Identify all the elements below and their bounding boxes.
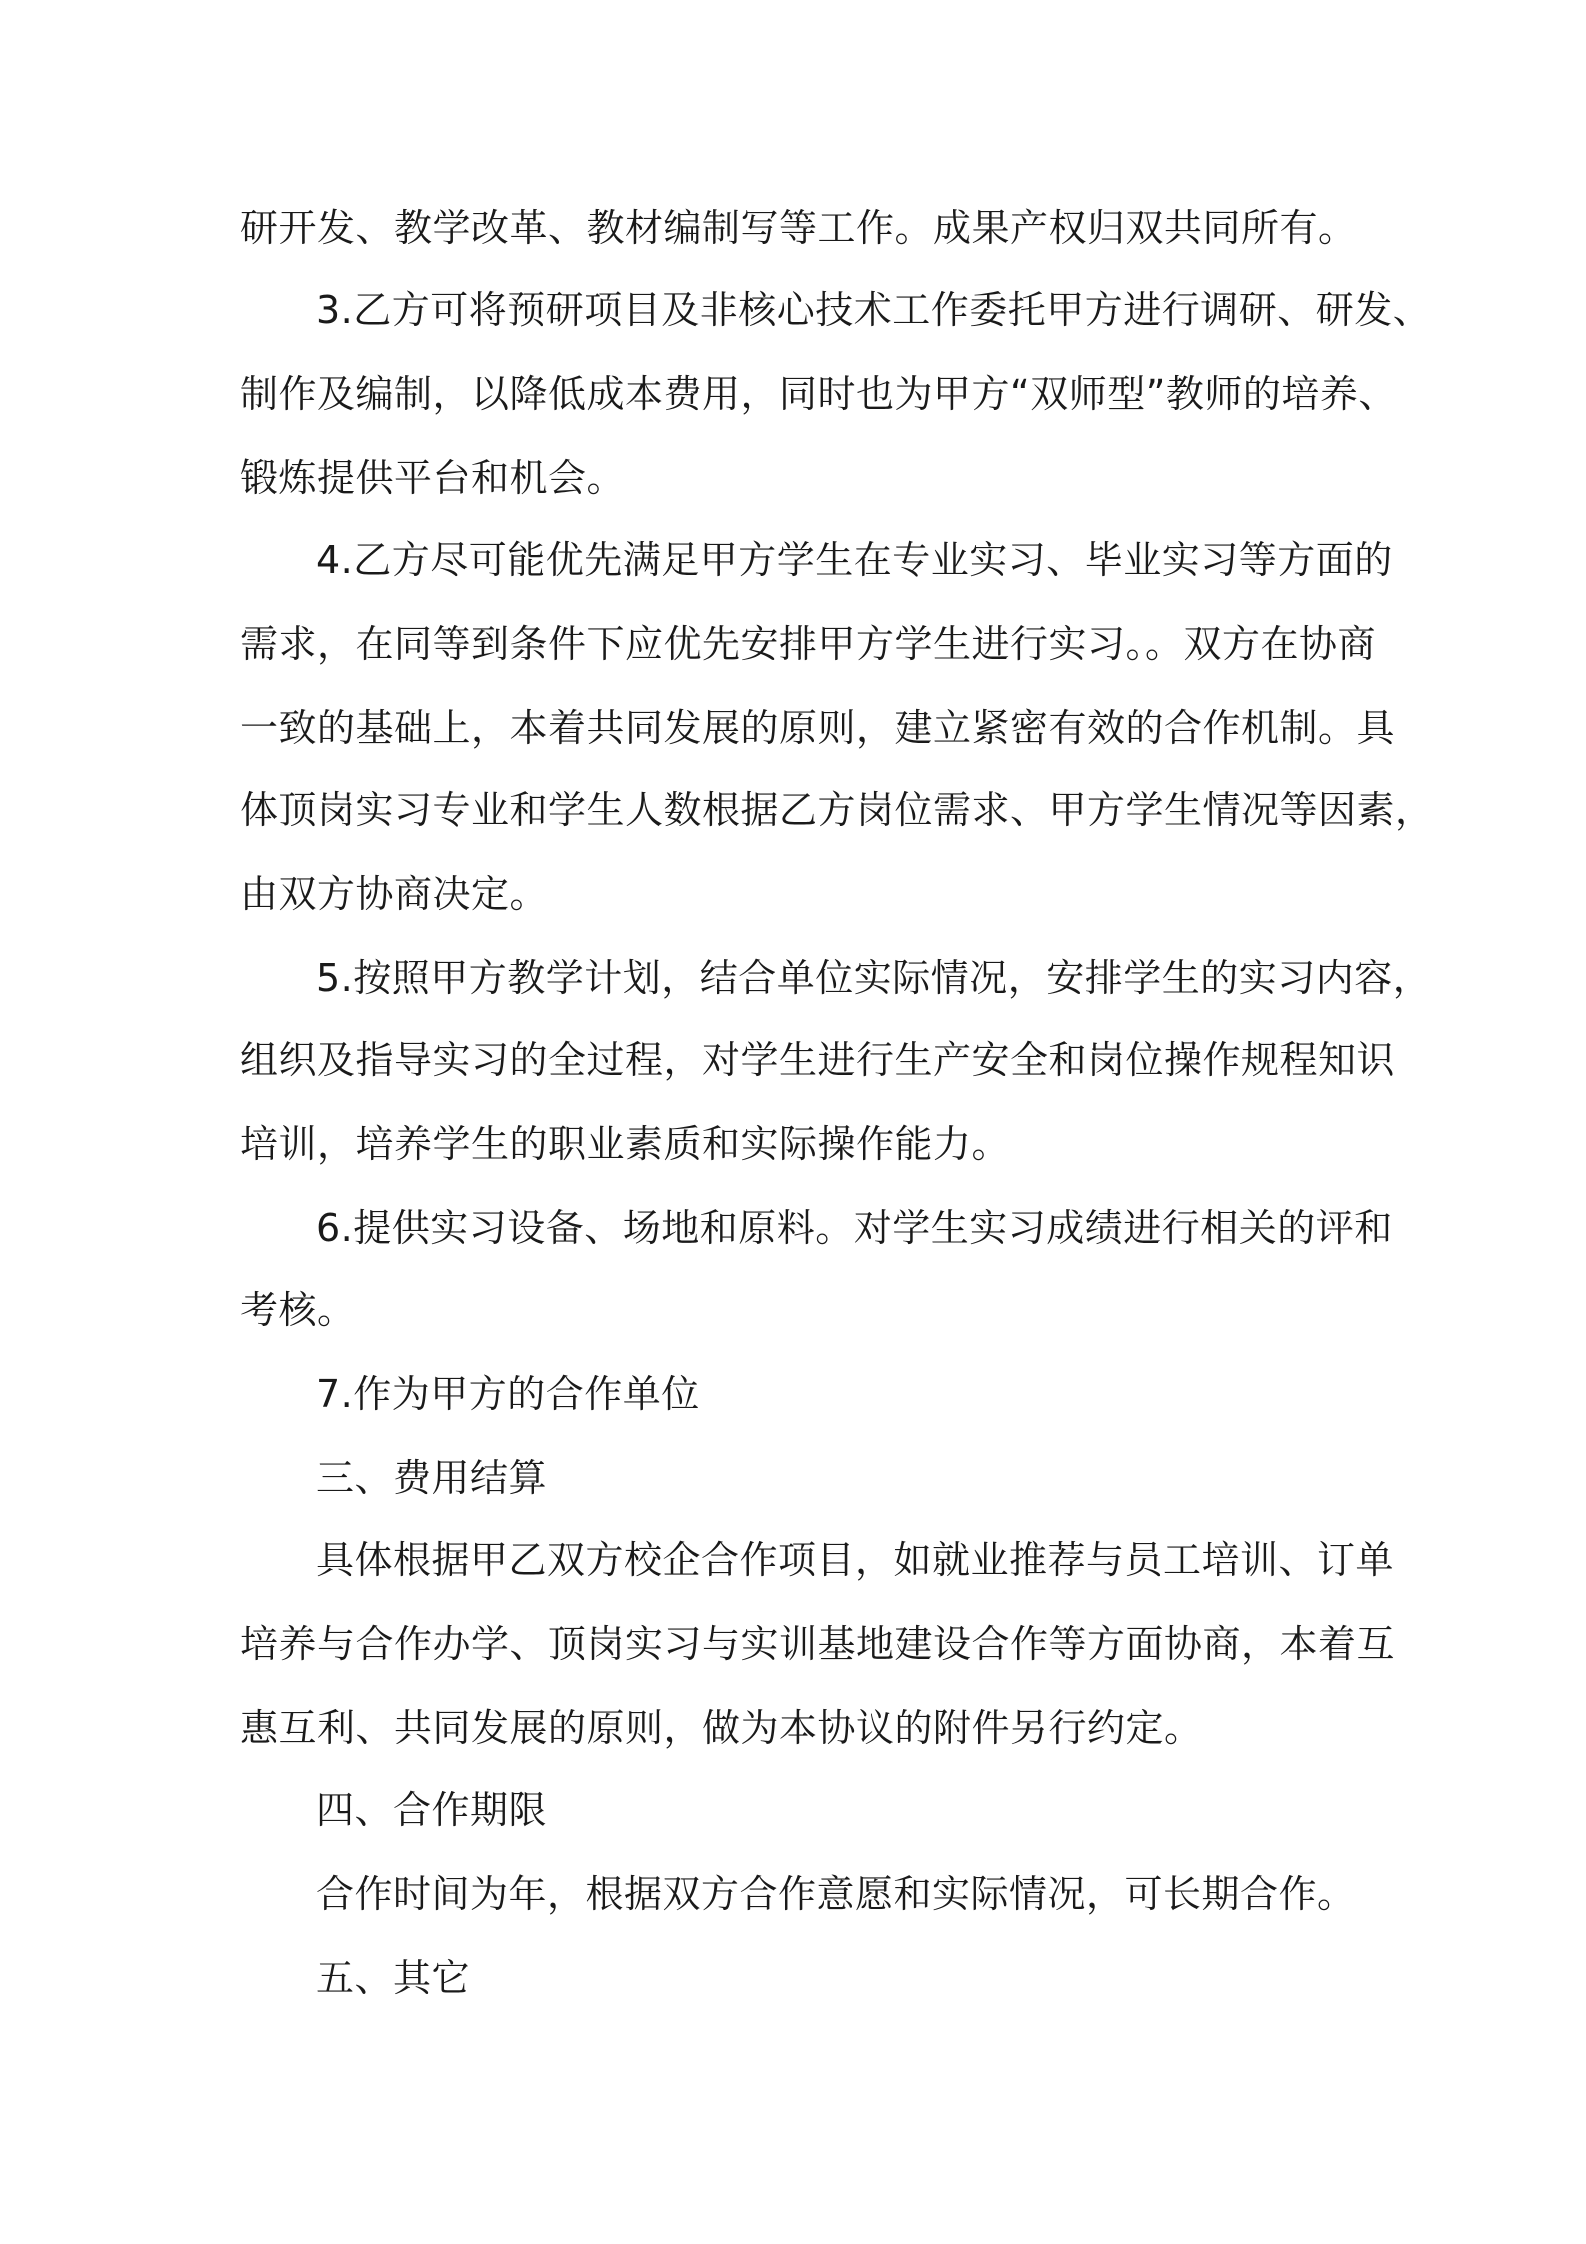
text-line: 4.乙方尽可能优先满足甲方学生在专业实习、毕业实习等方面的 <box>316 538 1393 582</box>
text-line: 锻炼提供平台和机会。 <box>240 456 626 500</box>
text-line: 合作时间为年，根据双方合作意愿和实际情况，可长期合作。 <box>316 1872 1356 1916</box>
text-line: 组织及指导实习的全过程，对学生进行生产安全和岗位操作规程知识 <box>240 1038 1396 1082</box>
text-line: 具体根据甲乙双方校企合作项目，如就业推荐与员工培训、订单 <box>316 1538 1395 1582</box>
text-line: 培养与合作办学、顶岗实习与实训基地建设合作等方面协商，本着互 <box>240 1622 1396 1666</box>
text-line: 6.提供实习设备、场地和原料。对学生实习成绩进行相关的评和 <box>316 1206 1393 1250</box>
text-line: 培训，培养学生的职业素质和实际操作能力。 <box>240 1122 1011 1166</box>
text-line: 3.乙方可将预研项目及非核心技术工作委托甲方进行调研、研发、 <box>316 288 1432 332</box>
text-line: 7.作为甲方的合作单位 <box>316 1372 700 1416</box>
text-line: 惠互利、共同发展的原则，做为本协议的附件另行约定。 <box>240 1706 1203 1750</box>
text-line: 制作及编制，以降低成本费用，同时也为甲方“双师型”教师的培养、 <box>240 372 1397 416</box>
text-line: 研开发、教学改革、教材编制写等工作。成果产权归双共同所有。 <box>240 206 1357 250</box>
section-heading: 三、费用结算 <box>316 1456 548 1500</box>
text-line: 需求，在同等到条件下应优先安排甲方学生进行实习。。双方在协商 <box>240 622 1377 666</box>
text-line: 体顶岗实习专业和学生人数根据乙方岗位需求、甲方学生情况等因素， <box>240 788 1434 832</box>
text-line: 考核。 <box>240 1288 356 1332</box>
section-heading: 四、合作期限 <box>316 1788 548 1832</box>
text-line: 由双方协商决定。 <box>240 872 549 916</box>
section-heading: 五、其它 <box>316 1956 471 2000</box>
text-line: 一致的基础上，本着共同发展的原则，建立紧密有效的合作机制。具 <box>240 706 1396 750</box>
text-line: 5.按照甲方教学计划，结合单位实际情况，安排学生的实习内容， <box>316 956 1432 1000</box>
